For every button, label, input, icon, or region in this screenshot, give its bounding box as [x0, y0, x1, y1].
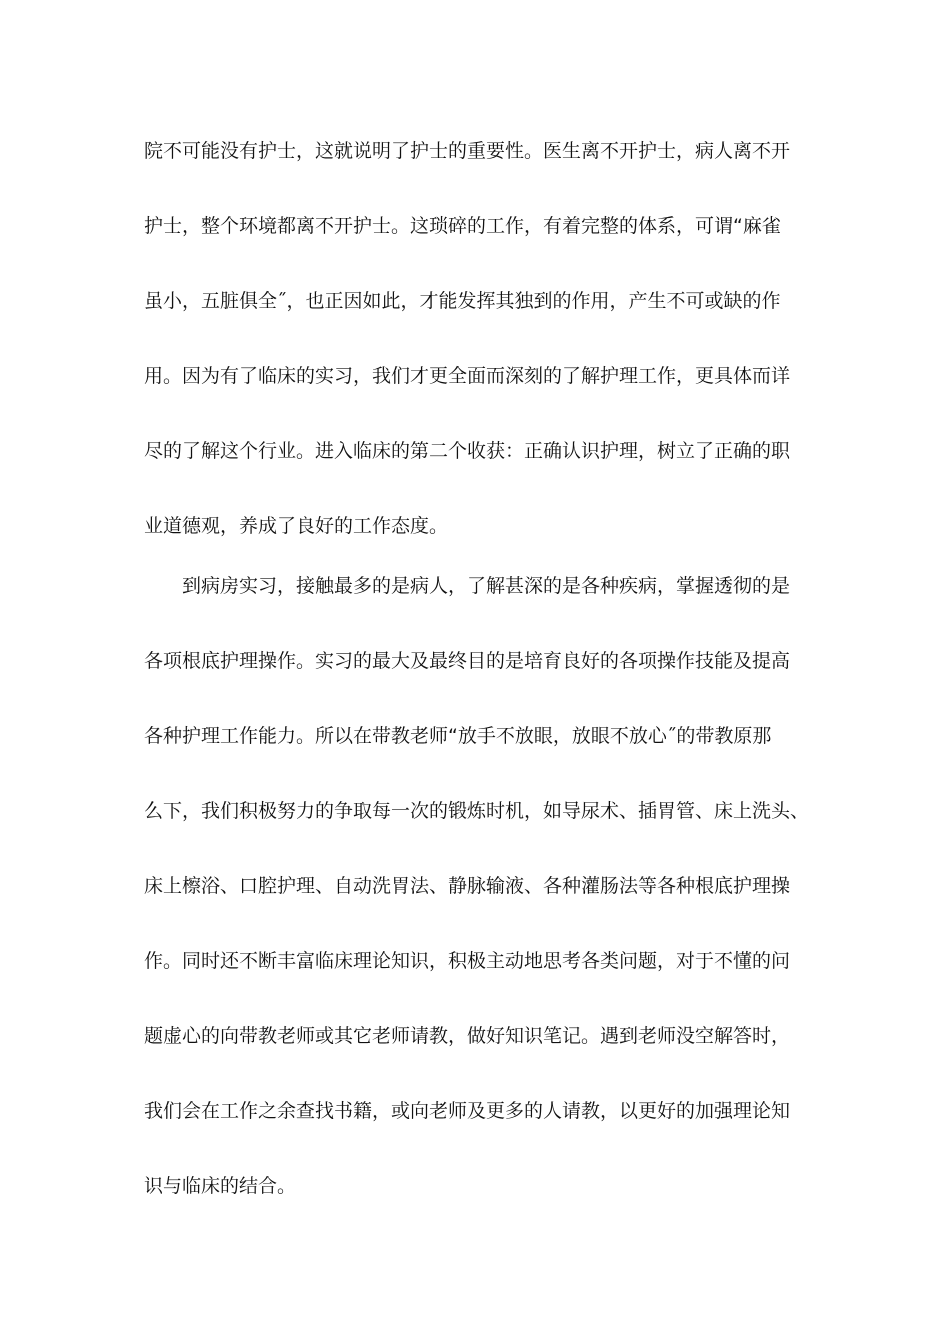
text-line: 我们会在工作之余查找书籍，或向老师及更多的人请教，以更好的加强理论知 [144, 1100, 791, 1122]
text-line: 用。因为有了临床的实习，我们才更全面而深刻的了解护理工作，更具体而详 [144, 365, 791, 387]
text-line: 么下，我们积极努力的争取每一次的锻炼时机，如导尿术、插胃管、床上洗头、 [144, 800, 810, 822]
text-line: 题虚心的向带教老师或其它老师请教，做好知识笔记。遇到老师没空解答时， [144, 1025, 791, 1047]
text-line: 院不可能没有护士，这就说明了护士的重要性。医生离不开护士，病人离不开 [144, 140, 791, 162]
text-line: 各种护理工作能力。所以在带教老师“放手不放眼，放眼不放心˝的带教原那 [144, 725, 772, 747]
text-line: 尽的了解这个行业。进入临床的第二个收获：正确认识护理，树立了正确的职 [144, 440, 791, 462]
paragraph-first-line: 到病房实习，接触最多的是病人，了解甚深的是各种疾病，掌握透彻的是 [182, 575, 791, 597]
text-line: 护士，整个环境都离不开护士。这琐碎的工作，有着完整的体系，可谓“麻雀 [144, 215, 781, 237]
text-line: 床上檫浴、口腔护理、自动洗胃法、静脉输液、各种灌肠法等各种根底护理操 [144, 875, 791, 897]
text-line: 业道德观，养成了良好的工作态度。 [144, 515, 449, 537]
text-line: 识与临床的结合。 [144, 1175, 297, 1197]
text-line: 作。同时还不断丰富临床理论知识，积极主动地思考各类问题，对于不懂的问 [144, 950, 791, 972]
text-line: 各项根底护理操作。实习的最大及最终目的是培育良好的各项操作技能及提高 [144, 650, 791, 672]
text-line: 虽小，五脏俱全˝，也正因如此，才能发挥其独到的作用，产生不可或缺的作 [144, 290, 781, 312]
